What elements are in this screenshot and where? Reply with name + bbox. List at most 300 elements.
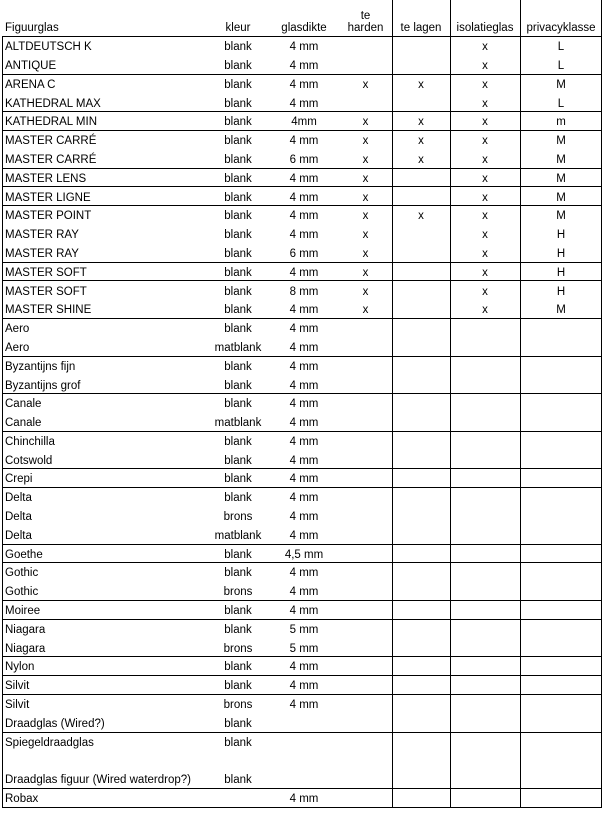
table-row (0, 130, 604, 149)
cell-glasdikte: 4 mm (289, 323, 319, 336)
cell-te-harden (339, 431, 392, 450)
cell-te-lagen (392, 544, 450, 563)
cell-privacyklasse: M (556, 191, 566, 204)
cell-kleur: brons (223, 586, 253, 599)
cell-te-lagen (392, 487, 450, 506)
cell-privacyklasse (520, 638, 602, 657)
header-te-harden-line1: te (360, 9, 371, 22)
table-body (0, 36, 604, 807)
cell-te-harden (339, 750, 392, 788)
cell-te-harden (339, 55, 392, 74)
cell-te-lagen (392, 450, 450, 469)
cell-te-lagen (392, 731, 450, 750)
cell-isolatieglas (450, 694, 520, 713)
cell-glasdikte: 4,5 mm (284, 548, 324, 561)
cell-isolatieglas (450, 337, 520, 356)
table-row (0, 600, 604, 619)
cell-privacyklasse: m (556, 116, 566, 129)
cell-te-harden (339, 487, 392, 506)
cell-kleur: matblank (214, 417, 262, 430)
table-row (0, 262, 604, 281)
cell-kleur: blank (224, 736, 252, 749)
table-row (0, 581, 604, 600)
table-row (0, 562, 604, 581)
cell-glasdikte: 4 mm (289, 435, 319, 448)
cell-kleur: blank (224, 59, 252, 72)
table-row (0, 675, 604, 694)
cell-te-lagen (392, 224, 450, 243)
cell-te-lagen: x (418, 135, 424, 148)
cell-kleur (207, 788, 269, 807)
table-row (0, 487, 604, 506)
row-divider (2, 262, 602, 263)
cell-te-harden (339, 562, 392, 581)
cell-te-lagen (392, 356, 450, 375)
table-row (0, 299, 604, 318)
cell-kleur: blank (224, 435, 252, 448)
cell-te-lagen (392, 393, 450, 412)
cell-isolatieglas: x (482, 304, 488, 317)
cell-name: Goethe (5, 548, 43, 561)
cell-kleur: blank (224, 41, 252, 54)
cell-privacyklasse (520, 731, 602, 750)
cell-name: Niagara (5, 623, 46, 636)
cell-privacyklasse (520, 393, 602, 412)
cell-te-lagen (392, 713, 450, 732)
cell-te-lagen (392, 562, 450, 581)
cell-isolatieglas (450, 638, 520, 657)
cell-privacyklasse: L (557, 59, 565, 72)
cell-te-lagen (392, 337, 450, 356)
cell-isolatieglas (450, 600, 520, 619)
cell-te-harden (339, 788, 392, 807)
cell-glasdikte: 4 mm (289, 398, 319, 411)
cell-te-lagen (392, 36, 450, 55)
cell-privacyklasse (520, 374, 602, 393)
cell-name: MASTER CARRÉ (5, 135, 97, 148)
cell-name: Chinchilla (5, 435, 55, 448)
cell-isolatieglas (450, 525, 520, 544)
cell-isolatieglas: x (482, 266, 488, 279)
cell-te-lagen: x (418, 116, 424, 129)
cell-glasdikte: 4 mm (289, 680, 319, 693)
cell-kleur: blank (224, 266, 252, 279)
cell-kleur: blank (224, 398, 252, 411)
cell-name: Spiegeldraadglas (5, 736, 94, 749)
cell-privacyklasse (520, 675, 602, 694)
cell-name: Aero (5, 323, 30, 336)
column-divider (450, 0, 451, 807)
cell-te-lagen (392, 506, 450, 525)
cell-glasdikte: 5 mm (289, 623, 319, 636)
row-divider (2, 788, 602, 789)
cell-privacyklasse: L (557, 41, 565, 54)
table-row (0, 431, 604, 450)
table-row (0, 374, 604, 393)
cell-te-harden: x (362, 78, 369, 91)
cell-privacyklasse: L (557, 97, 565, 110)
cell-glasdikte: 4 mm (289, 135, 319, 148)
cell-isolatieglas (450, 544, 520, 563)
table-row (0, 656, 604, 675)
cell-glasdikte: 4 mm (289, 511, 319, 524)
cell-glasdikte: 4 mm (289, 172, 319, 185)
table-row (0, 55, 604, 74)
cell-te-lagen: x (418, 78, 424, 91)
table-row (0, 205, 604, 224)
cell-te-harden (339, 318, 392, 337)
cell-kleur: blank (224, 623, 252, 636)
cell-isolatieglas (450, 562, 520, 581)
row-divider (2, 168, 602, 169)
cell-te-lagen (392, 280, 450, 299)
cell-name: Byzantijns grof (5, 379, 81, 392)
cell-kleur: blank (224, 661, 252, 674)
cell-isolatieglas (450, 675, 520, 694)
cell-name: Cotswold (5, 454, 53, 467)
cell-isolatieglas: x (482, 135, 488, 148)
cell-privacyklasse (520, 506, 602, 525)
cell-privacyklasse (520, 694, 602, 713)
row-divider (2, 544, 602, 545)
cell-name: Byzantijns fijn (5, 360, 76, 373)
cell-glasdikte: 4 mm (289, 59, 319, 72)
cell-te-lagen (392, 243, 450, 262)
cell-privacyklasse: M (556, 210, 566, 223)
cell-isolatieglas: x (482, 172, 488, 185)
cell-name: Aero (5, 341, 30, 354)
cell-glasdikte: 4 mm (289, 567, 319, 580)
cell-glasdikte: 4mm (291, 116, 317, 129)
row-divider (2, 186, 602, 187)
row-divider (2, 468, 602, 469)
cell-te-harden (339, 694, 392, 713)
cell-privacyklasse: H (556, 266, 566, 279)
cell-glasdikte: 4 mm (289, 605, 319, 618)
table-row (0, 450, 604, 469)
cell-kleur: brons (223, 642, 253, 655)
header-kleur: kleur (225, 22, 251, 35)
table-row (0, 713, 604, 732)
cell-glasdikte: 5 mm (289, 642, 319, 655)
cell-isolatieglas (450, 506, 520, 525)
table-row (0, 393, 604, 412)
cell-privacyklasse (520, 468, 602, 487)
cell-kleur: blank (224, 492, 252, 505)
cell-glasdikte: 4 mm (289, 586, 319, 599)
cell-te-lagen (392, 656, 450, 675)
cell-name: Moiree (5, 605, 41, 618)
cell-privacyklasse: H (556, 247, 566, 260)
cell-privacyklasse: M (556, 153, 566, 166)
cell-glasdikte: 4 mm (289, 379, 319, 392)
cell-te-harden (339, 600, 392, 619)
cell-name: ANTIQUE (5, 59, 57, 72)
row-divider (2, 130, 602, 131)
cell-te-lagen (392, 299, 450, 318)
cell-isolatieglas: x (482, 285, 488, 298)
row-divider (2, 807, 602, 808)
cell-isolatieglas (450, 431, 520, 450)
cell-glasdikte: 4 mm (289, 341, 319, 354)
cell-name: Gothic (5, 567, 39, 580)
cell-privacyklasse: M (556, 78, 566, 91)
row-divider (2, 675, 602, 676)
cell-te-lagen (392, 525, 450, 544)
cell-glasdikte (269, 713, 339, 732)
header-te-harden-line2: harden (347, 22, 384, 35)
table-row (0, 92, 604, 111)
table-row (0, 544, 604, 563)
row-divider (2, 487, 602, 488)
cell-isolatieglas: x (482, 153, 488, 166)
cell-te-lagen (392, 186, 450, 205)
cell-kleur: blank (224, 135, 252, 148)
cell-name: KATHEDRAL MIN (5, 116, 98, 129)
cell-kleur: blank (224, 191, 252, 204)
cell-privacyklasse: M (556, 172, 566, 185)
row-divider (2, 431, 602, 432)
column-divider (2, 36, 3, 807)
cell-kleur: blank (224, 172, 252, 185)
cell-glasdikte: 4 mm (289, 492, 319, 505)
cell-te-harden (339, 356, 392, 375)
cell-privacyklasse (520, 600, 602, 619)
cell-isolatieglas: x (482, 59, 488, 72)
cell-te-lagen (392, 374, 450, 393)
cell-privacyklasse (520, 750, 602, 788)
cell-kleur: blank (224, 247, 252, 260)
cell-name: MASTER SOFT (5, 285, 87, 298)
header-isolatieglas: isolatieglas (456, 22, 514, 35)
table-row (0, 731, 604, 750)
cell-glasdikte: 8 mm (289, 285, 319, 298)
row-divider (2, 732, 602, 733)
cell-kleur: blank (224, 567, 252, 580)
cell-te-lagen (392, 638, 450, 657)
column-divider (520, 0, 521, 807)
cell-te-lagen (392, 675, 450, 694)
table-row (0, 186, 604, 205)
cell-kleur: blank (224, 304, 252, 317)
cell-privacyklasse (520, 318, 602, 337)
cell-name: MASTER LIGNE (5, 191, 91, 204)
cell-kleur: blank (224, 605, 252, 618)
cell-te-lagen (392, 694, 450, 713)
cell-isolatieglas: x (482, 78, 488, 91)
row-divider (2, 356, 602, 357)
cell-glasdikte: 4 mm (289, 661, 319, 674)
cell-te-harden (339, 713, 392, 732)
cell-glasdikte (269, 731, 339, 750)
cell-privacyklasse (520, 656, 602, 675)
cell-name: Robax (5, 793, 39, 806)
cell-te-harden (339, 450, 392, 469)
table-row (0, 149, 604, 168)
cell-name: MASTER SHINE (5, 304, 92, 317)
cell-kleur: blank (224, 323, 252, 336)
cell-privacyklasse (520, 525, 602, 544)
cell-te-lagen (392, 788, 450, 807)
row-divider (2, 694, 602, 695)
row-divider (2, 619, 602, 620)
cell-privacyklasse (520, 431, 602, 450)
cell-isolatieglas: x (482, 247, 488, 260)
cell-name: Niagara (5, 642, 46, 655)
cell-glasdikte: 4 mm (289, 529, 319, 542)
cell-isolatieglas (450, 468, 520, 487)
table-row (0, 74, 604, 93)
cell-kleur: blank (224, 153, 252, 166)
cell-isolatieglas (450, 788, 520, 807)
cell-te-harden: x (362, 247, 369, 260)
cell-privacyklasse (520, 788, 602, 807)
cell-name: Draadglas figuur (Wired waterdrop?) (5, 774, 191, 787)
cell-te-lagen (392, 318, 450, 337)
cell-te-harden (339, 337, 392, 356)
cell-te-lagen: x (418, 153, 424, 166)
cell-kleur: blank (224, 774, 252, 787)
cell-te-harden: x (362, 229, 369, 242)
cell-te-lagen (392, 262, 450, 281)
cell-glasdikte: 4 mm (289, 793, 319, 806)
cell-te-harden (339, 374, 392, 393)
cell-te-lagen (392, 431, 450, 450)
cell-glasdikte: 4 mm (289, 41, 319, 54)
cell-glasdikte: 4 mm (289, 191, 319, 204)
table-row (0, 36, 604, 55)
cell-te-lagen (392, 750, 450, 788)
header-te-lagen: te lagen (400, 22, 442, 35)
cell-glasdikte: 4 mm (289, 360, 319, 373)
cell-isolatieglas (450, 731, 520, 750)
row-divider (2, 280, 602, 281)
cell-te-harden (339, 675, 392, 694)
cell-isolatieglas: x (482, 97, 488, 110)
cell-privacyklasse (520, 450, 602, 469)
cell-privacyklasse: H (556, 285, 566, 298)
cell-glasdikte: 4 mm (289, 97, 319, 110)
cell-te-harden (339, 506, 392, 525)
cell-te-harden (339, 393, 392, 412)
cell-te-lagen (392, 55, 450, 74)
table-row (0, 318, 604, 337)
cell-kleur: blank (224, 379, 252, 392)
header-privacyklasse: privacyklasse (526, 22, 596, 35)
table-row (0, 356, 604, 375)
table-row (0, 694, 604, 713)
cell-privacyklasse (520, 487, 602, 506)
table-row (0, 638, 604, 657)
header-te-harden (339, 0, 392, 36)
cell-name: Canale (5, 417, 42, 430)
cell-te-lagen (392, 619, 450, 638)
table-row (0, 506, 604, 525)
row-divider (2, 111, 602, 112)
cell-te-lagen (392, 600, 450, 619)
cell-te-harden: x (362, 191, 369, 204)
cell-kleur: blank (224, 680, 252, 693)
cell-te-harden (339, 581, 392, 600)
row-divider (2, 205, 602, 206)
cell-isolatieglas (450, 656, 520, 675)
table-row (0, 280, 604, 299)
cell-isolatieglas: x (482, 229, 488, 242)
cell-te-harden (339, 92, 392, 111)
cell-isolatieglas (450, 412, 520, 431)
cell-te-harden (339, 525, 392, 544)
cell-privacyklasse (520, 337, 602, 356)
cell-name: Crepi (5, 473, 33, 486)
row-divider (2, 656, 602, 657)
header-figuurglas: Figuurglas (5, 22, 59, 35)
cell-te-lagen (392, 412, 450, 431)
cell-name: Gothic (5, 586, 39, 599)
cell-kleur: brons (223, 699, 253, 712)
cell-name: MASTER POINT (5, 210, 92, 223)
cell-te-harden: x (362, 285, 369, 298)
cell-glasdikte: 6 mm (289, 153, 319, 166)
cell-privacyklasse: M (556, 135, 566, 148)
table-row (0, 168, 604, 187)
cell-kleur: blank (224, 360, 252, 373)
row-divider (2, 74, 602, 75)
cell-isolatieglas: x (482, 191, 488, 204)
cell-kleur: blank (224, 473, 252, 486)
cell-kleur: blank (224, 454, 252, 467)
column-divider (601, 0, 602, 807)
cell-privacyklasse (520, 356, 602, 375)
cell-te-harden: x (362, 266, 369, 279)
cell-name: ARENA C (5, 78, 56, 91)
cell-glasdikte: 4 mm (289, 473, 319, 486)
cell-glasdikte: 4 mm (289, 304, 319, 317)
table-row (0, 224, 604, 243)
cell-te-harden (339, 468, 392, 487)
cell-te-lagen (392, 92, 450, 111)
table-row (0, 337, 604, 356)
cell-isolatieglas: x (482, 210, 488, 223)
cell-te-harden (339, 619, 392, 638)
cell-isolatieglas: x (482, 116, 488, 129)
cell-te-harden: x (362, 304, 369, 317)
table-row (0, 619, 604, 638)
cell-kleur: blank (224, 210, 252, 223)
cell-privacyklasse (520, 619, 602, 638)
cell-privacyklasse: H (556, 229, 566, 242)
cell-isolatieglas (450, 581, 520, 600)
cell-te-harden: x (362, 210, 369, 223)
row-divider (2, 600, 602, 601)
table-row (0, 468, 604, 487)
header-glasdikte: glasdikte (281, 22, 327, 35)
cell-glasdikte (269, 750, 339, 788)
cell-name: KATHEDRAL MAX (5, 97, 101, 110)
cell-name: Silvit (5, 680, 30, 693)
cell-name: MASTER RAY (5, 229, 79, 242)
cell-isolatieglas (450, 619, 520, 638)
row-divider (2, 36, 602, 37)
cell-glasdikte: 4 mm (289, 454, 319, 467)
cell-te-harden (339, 544, 392, 563)
cell-glasdikte: 4 mm (289, 210, 319, 223)
cell-name: Silvit (5, 699, 30, 712)
cell-kleur: blank (224, 97, 252, 110)
cell-kleur: blank (224, 717, 252, 730)
cell-kleur: blank (224, 285, 252, 298)
cell-privacyklasse (520, 581, 602, 600)
cell-te-harden (339, 36, 392, 55)
